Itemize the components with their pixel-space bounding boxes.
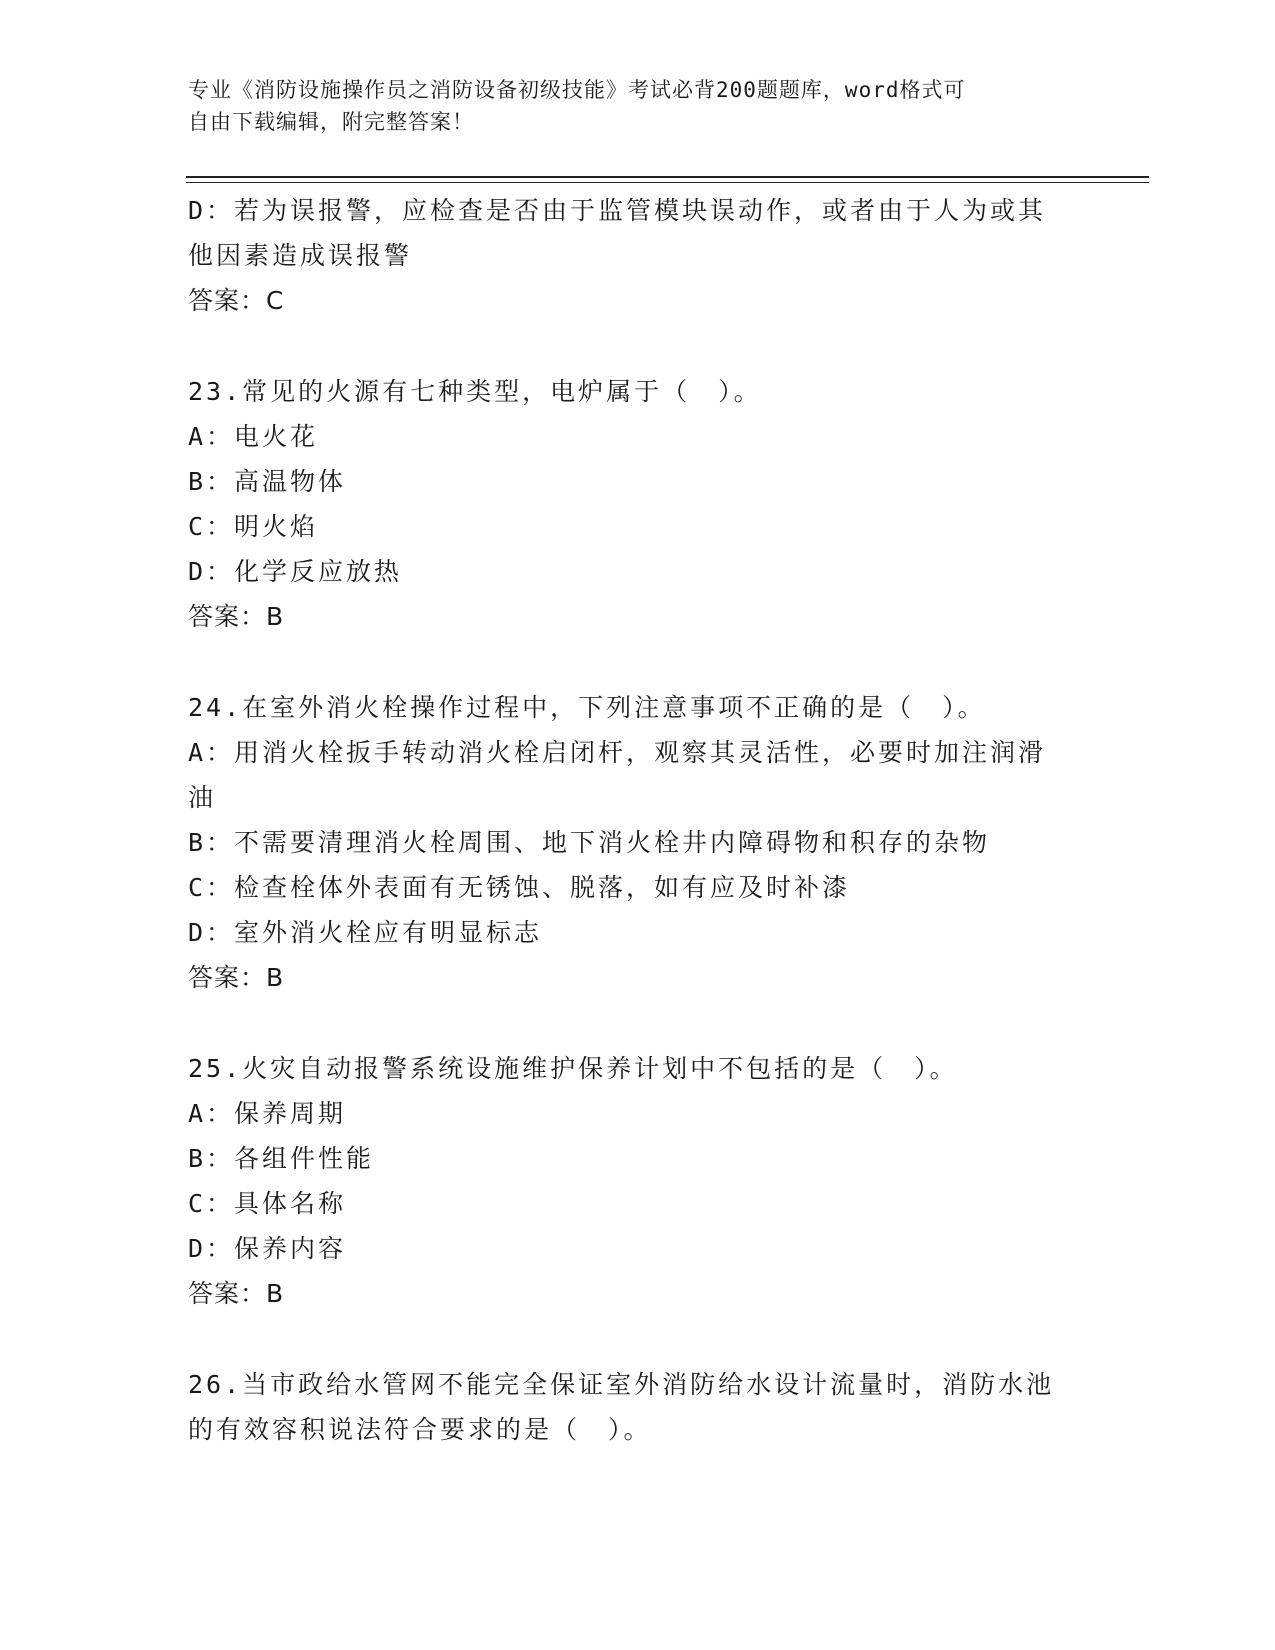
option-c: C：具体名称 bbox=[188, 1189, 347, 1218]
question-stem: 25.火灾自动报警系统设施维护保养计划中不包括的是（ ）。 bbox=[188, 1054, 958, 1083]
option-b: B：不需要清理消火栓周围、地下消火栓井内障碍物和积存的杂物 bbox=[188, 828, 991, 857]
document-header bbox=[188, 74, 1068, 138]
header-rule-thick bbox=[186, 176, 1149, 178]
option-a-continued: 油 bbox=[188, 783, 217, 812]
question-stem: 24.在室外消火栓操作过程中，下列注意事项不正确的是（ ）。 bbox=[188, 693, 986, 722]
option-d-line-1: D：若为误报警，应检查是否由于监管模块误动作，或者由于人为或其 bbox=[188, 196, 1047, 225]
option-d: D：保养内容 bbox=[188, 1234, 347, 1263]
question-list bbox=[188, 188, 1088, 1452]
answer-line: 答案：C bbox=[188, 286, 285, 315]
option-a: A：保养周期 bbox=[188, 1099, 347, 1128]
option-d-line-2: 他因素造成误报警 bbox=[188, 241, 413, 270]
option-c: C：明火焰 bbox=[188, 512, 319, 541]
header-title-line-2: 自由下载编辑，附完整答案！ bbox=[188, 110, 474, 134]
header-rule-thin bbox=[186, 182, 1149, 183]
option-b: B：高温物体 bbox=[188, 467, 347, 496]
answer-line: 答案：B bbox=[188, 1279, 285, 1308]
option-c: C：检查栓体外表面有无锈蚀、脱落，如有应及时补漆 bbox=[188, 873, 851, 902]
option-d: D：室外消火栓应有明显标志 bbox=[188, 918, 543, 947]
option-d: D：化学反应放热 bbox=[188, 557, 403, 586]
question-stem-continued: 的有效容积说法符合要求的是（ ）。 bbox=[188, 1415, 652, 1444]
option-a: A：电火花 bbox=[188, 422, 319, 451]
header-title-line-1: 专业《消防设施操作员之消防设备初级技能》考试必背200题题库，word格式可 bbox=[188, 78, 966, 102]
question-stem: 23.常见的火源有七种类型，电炉属于（ ）。 bbox=[188, 377, 762, 406]
answer-line: 答案：B bbox=[188, 963, 285, 992]
question-stem: 26.当市政给水管网不能完全保证室外消防给水设计流量时，消防水池 bbox=[188, 1370, 1055, 1399]
answer-line: 答案：B bbox=[188, 602, 285, 631]
option-a: A：用消火栓扳手转动消火栓启闭杆，观察其灵活性，必要时加注润滑 bbox=[188, 738, 1047, 767]
option-b: B：各组件性能 bbox=[188, 1144, 375, 1173]
